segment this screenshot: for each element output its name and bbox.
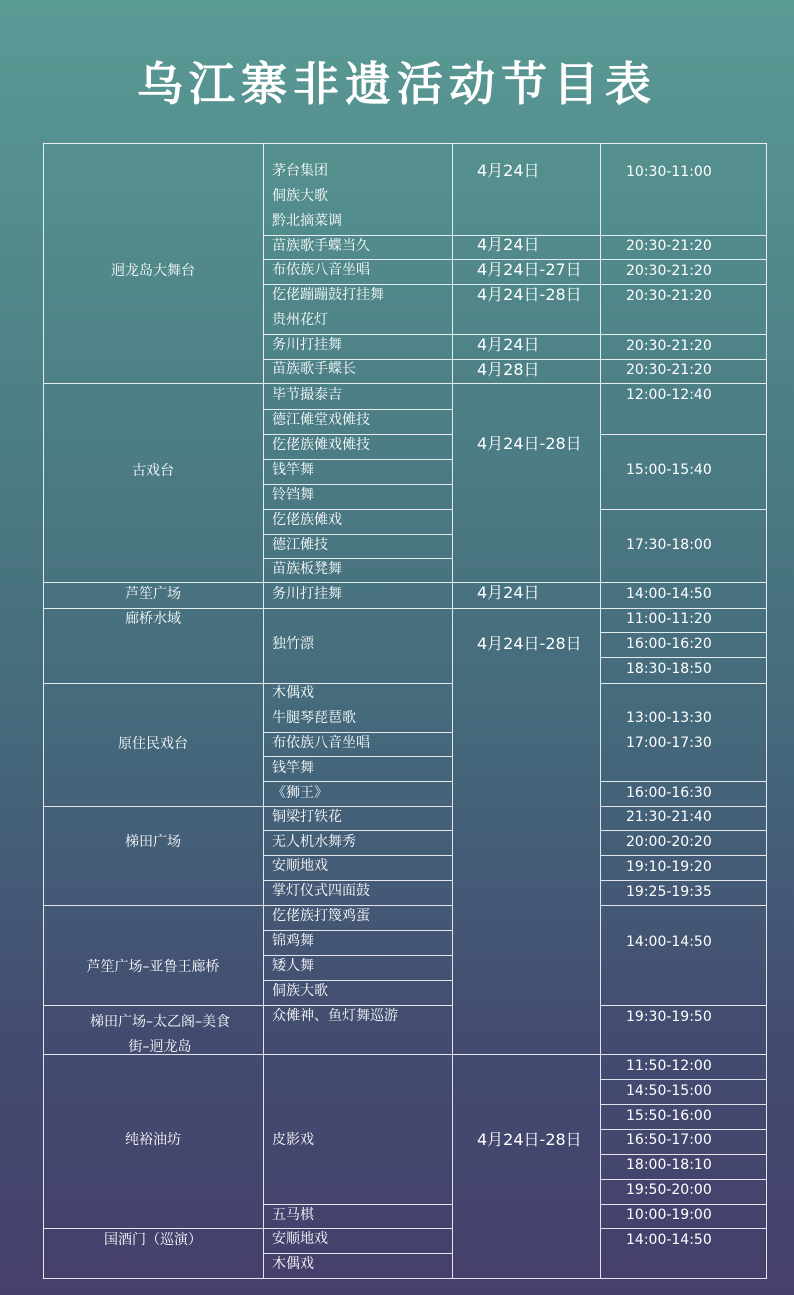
program-name: 侗族大歌 (272, 188, 328, 204)
table-rule (263, 781, 452, 782)
time-slot: 17:30-18:00 (626, 537, 712, 553)
table-rule (600, 830, 766, 831)
venue-name: 纯裕油坊 (125, 1132, 181, 1148)
program-name: 黔北摘菜调 (272, 213, 342, 229)
time-slot: 13:00-13:30 (626, 710, 712, 726)
table-rule (600, 434, 766, 435)
date-range: 4月24日-27日 (477, 260, 582, 279)
program-name: 木偶戏 (272, 685, 314, 701)
time-slot: 16:00-16:30 (626, 785, 712, 801)
time-slot: 19:30-19:50 (626, 1009, 712, 1025)
venue-name: 梯田广场 (125, 834, 181, 850)
table-rule (766, 143, 767, 1279)
table-rule (43, 806, 263, 807)
time-slot: 15:50-16:00 (626, 1108, 712, 1124)
table-rule (600, 284, 766, 285)
table-rule (600, 582, 766, 583)
table-rule (263, 683, 452, 684)
table-rule (600, 608, 766, 609)
table-rule (263, 732, 452, 733)
table-rule (600, 1079, 766, 1080)
table-rule (600, 1005, 766, 1006)
table-rule (600, 143, 601, 1279)
program-name: 皮影戏 (272, 1132, 314, 1148)
program-name: 钱竿舞 (272, 462, 314, 478)
table-rule (263, 608, 452, 609)
program-name: 安顺地戏 (272, 858, 328, 874)
table-rule (452, 383, 600, 384)
table-rule (43, 582, 263, 583)
table-rule (43, 143, 767, 144)
program-name: 苗族板凳舞 (272, 561, 342, 577)
table-rule (263, 1005, 452, 1006)
table-rule (452, 608, 600, 609)
program-name: 众傩神、鱼灯舞巡游 (272, 1008, 398, 1024)
program-name: 仡佬族傩戏傩技 (272, 437, 370, 453)
time-slot: 20:30-21:20 (626, 288, 712, 304)
program-name: 侗族大歌 (272, 983, 328, 999)
table-rule (263, 1204, 452, 1205)
venue-name: 古戏台 (132, 463, 174, 479)
time-slot: 11:50-12:00 (626, 1058, 712, 1074)
date-range: 4月24日 (477, 161, 540, 180)
program-name: 德江傩技 (272, 537, 328, 553)
table-rule (600, 1054, 766, 1055)
program-name: 独竹漂 (272, 636, 314, 652)
time-slot: 21:30-21:40 (626, 809, 712, 825)
table-rule (263, 409, 452, 410)
program-name: 茅台集团 (272, 163, 328, 179)
program-name: 仡佬族傩戏 (272, 512, 342, 528)
time-slot: 19:10-19:20 (626, 859, 712, 875)
program-name: 铜梁打铁花 (272, 809, 342, 825)
table-rule (600, 657, 766, 658)
time-slot: 14:00-14:50 (626, 586, 712, 602)
program-name: 苗族歌手蝶长 (272, 361, 356, 377)
time-slot: 19:50-20:00 (626, 1182, 712, 1198)
table-rule (452, 143, 453, 1279)
time-slot: 10:30-11:00 (626, 164, 712, 180)
time-slot: 10:00-19:00 (626, 1207, 712, 1223)
table-rule (452, 1054, 600, 1055)
time-slot: 16:00-16:20 (626, 636, 712, 652)
page-title: 乌江寨非遗活动节目表 (137, 57, 657, 111)
table-rule (43, 1228, 263, 1229)
venue-name: 梯田广场–太乙阁–美食街–迥龙岛 (90, 1014, 230, 1055)
table-rule (263, 1228, 452, 1229)
table-rule (263, 534, 452, 535)
table-rule (600, 880, 766, 881)
table-rule (263, 359, 452, 360)
table-rule (43, 143, 44, 1279)
date-range: 4月24日-28日 (477, 285, 582, 304)
time-slot: 16:50-17:00 (626, 1132, 712, 1148)
table-rule (600, 334, 766, 335)
table-rule (263, 558, 452, 559)
time-slot: 14:00-14:50 (626, 934, 712, 950)
table-rule (263, 830, 452, 831)
table-rule (600, 1179, 766, 1180)
table-rule (600, 235, 766, 236)
table-rule (43, 683, 263, 684)
program-name: 苗族歌手蝶当久 (272, 238, 370, 254)
table-rule (263, 930, 452, 931)
table-rule (263, 855, 452, 856)
venue-name: 廊桥水域 (125, 611, 181, 627)
table-rule (43, 383, 263, 384)
date-range: 4月24日 (477, 335, 540, 354)
venue-name: 迥龙岛大舞台 (111, 263, 195, 279)
table-rule (263, 484, 452, 485)
table-rule (600, 259, 766, 260)
venue-name: 原住民戏台 (118, 736, 188, 752)
time-slot: 20:30-21:20 (626, 338, 712, 354)
table-rule (263, 1054, 452, 1055)
table-rule (43, 1278, 767, 1279)
table-rule (600, 781, 766, 782)
program-name: 贵州花灯 (272, 312, 328, 328)
program-name: 德江傩堂戏傩技 (272, 412, 370, 428)
time-slot: 14:00-14:50 (626, 1232, 712, 1248)
time-slot: 18:00-18:10 (626, 1157, 712, 1173)
program-name: 铃铛舞 (272, 487, 314, 503)
program-name: 掌灯仪式四面鼓 (272, 883, 370, 899)
program-name: 五马棋 (272, 1207, 314, 1223)
table-rule (600, 1154, 766, 1155)
date-range: 4月28日 (477, 360, 540, 379)
time-slot: 20:30-21:20 (626, 362, 712, 378)
table-rule (600, 632, 766, 633)
table-rule (263, 143, 264, 1279)
table-rule (263, 980, 452, 981)
time-slot: 20:30-21:20 (626, 263, 712, 279)
table-rule (43, 1005, 263, 1006)
venue-name: 芦笙广场–亚鲁王廊桥 (86, 959, 220, 975)
venue-name: 芦笙广场 (125, 586, 181, 602)
time-slot: 18:30-18:50 (626, 661, 712, 677)
table-rule (263, 880, 452, 881)
program-name: 仡佬蹦蹦鼓打挂舞 (272, 287, 384, 303)
table-rule (263, 434, 452, 435)
table-rule (263, 955, 452, 956)
program-name: 《狮王》 (272, 785, 328, 801)
program-name: 仡佬族打篾鸡蛋 (272, 908, 370, 924)
time-slot: 19:25-19:35 (626, 884, 712, 900)
table-rule (263, 806, 452, 807)
time-slot: 12:00-12:40 (626, 387, 712, 403)
date-range: 4月24日 (477, 235, 540, 254)
table-rule (600, 509, 766, 510)
program-name: 布依族八音坐唱 (272, 262, 370, 278)
table-rule (263, 582, 452, 583)
table-rule (263, 1253, 452, 1254)
date-range: 4月24日-28日 (477, 634, 582, 653)
program-name: 矮人舞 (272, 958, 314, 974)
table-rule (600, 683, 766, 684)
table-rule (600, 1204, 766, 1205)
table-rule (263, 459, 452, 460)
date-range: 4月24日-28日 (477, 1130, 582, 1149)
table-rule (263, 509, 452, 510)
date-range: 4月24日 (477, 583, 540, 602)
table-rule (600, 1228, 766, 1229)
time-slot: 20:30-21:20 (626, 238, 712, 254)
table-rule (600, 855, 766, 856)
date-range: 4月24日-28日 (477, 434, 582, 453)
table-rule (263, 383, 452, 384)
program-name: 安顺地戏 (272, 1231, 328, 1247)
table-rule (263, 259, 452, 260)
program-name: 牛腿琴琵琶歌 (272, 710, 356, 726)
time-slot: 15:00-15:40 (626, 462, 712, 478)
program-name: 务川打挂舞 (272, 337, 342, 353)
table-rule (263, 756, 452, 757)
table-rule (600, 806, 766, 807)
program-name: 无人机水舞秀 (272, 834, 356, 850)
table-rule (600, 905, 766, 906)
program-name: 钱竿舞 (272, 760, 314, 776)
program-name: 木偶戏 (272, 1256, 314, 1272)
program-name: 布依族八音坐唱 (272, 735, 370, 751)
program-name: 务川打挂舞 (272, 586, 342, 602)
program-name: 毕节撮泰吉 (272, 387, 342, 403)
table-rule (600, 1129, 766, 1130)
table-rule (43, 608, 263, 609)
time-slot: 20:00-20:20 (626, 834, 712, 850)
table-rule (263, 235, 452, 236)
venue-name: 国酒门（巡演） (104, 1232, 202, 1248)
table-rule (600, 359, 766, 360)
table-rule (600, 383, 766, 384)
table-rule (263, 905, 452, 906)
program-name: 锦鸡舞 (272, 933, 314, 949)
table-rule (600, 1104, 766, 1105)
table-rule (263, 334, 452, 335)
time-slot: 14:50-15:00 (626, 1083, 712, 1099)
table-rule (263, 284, 452, 285)
table-rule (43, 905, 263, 906)
time-slot: 11:00-11:20 (626, 611, 712, 627)
time-slot: 17:00-17:30 (626, 735, 712, 751)
